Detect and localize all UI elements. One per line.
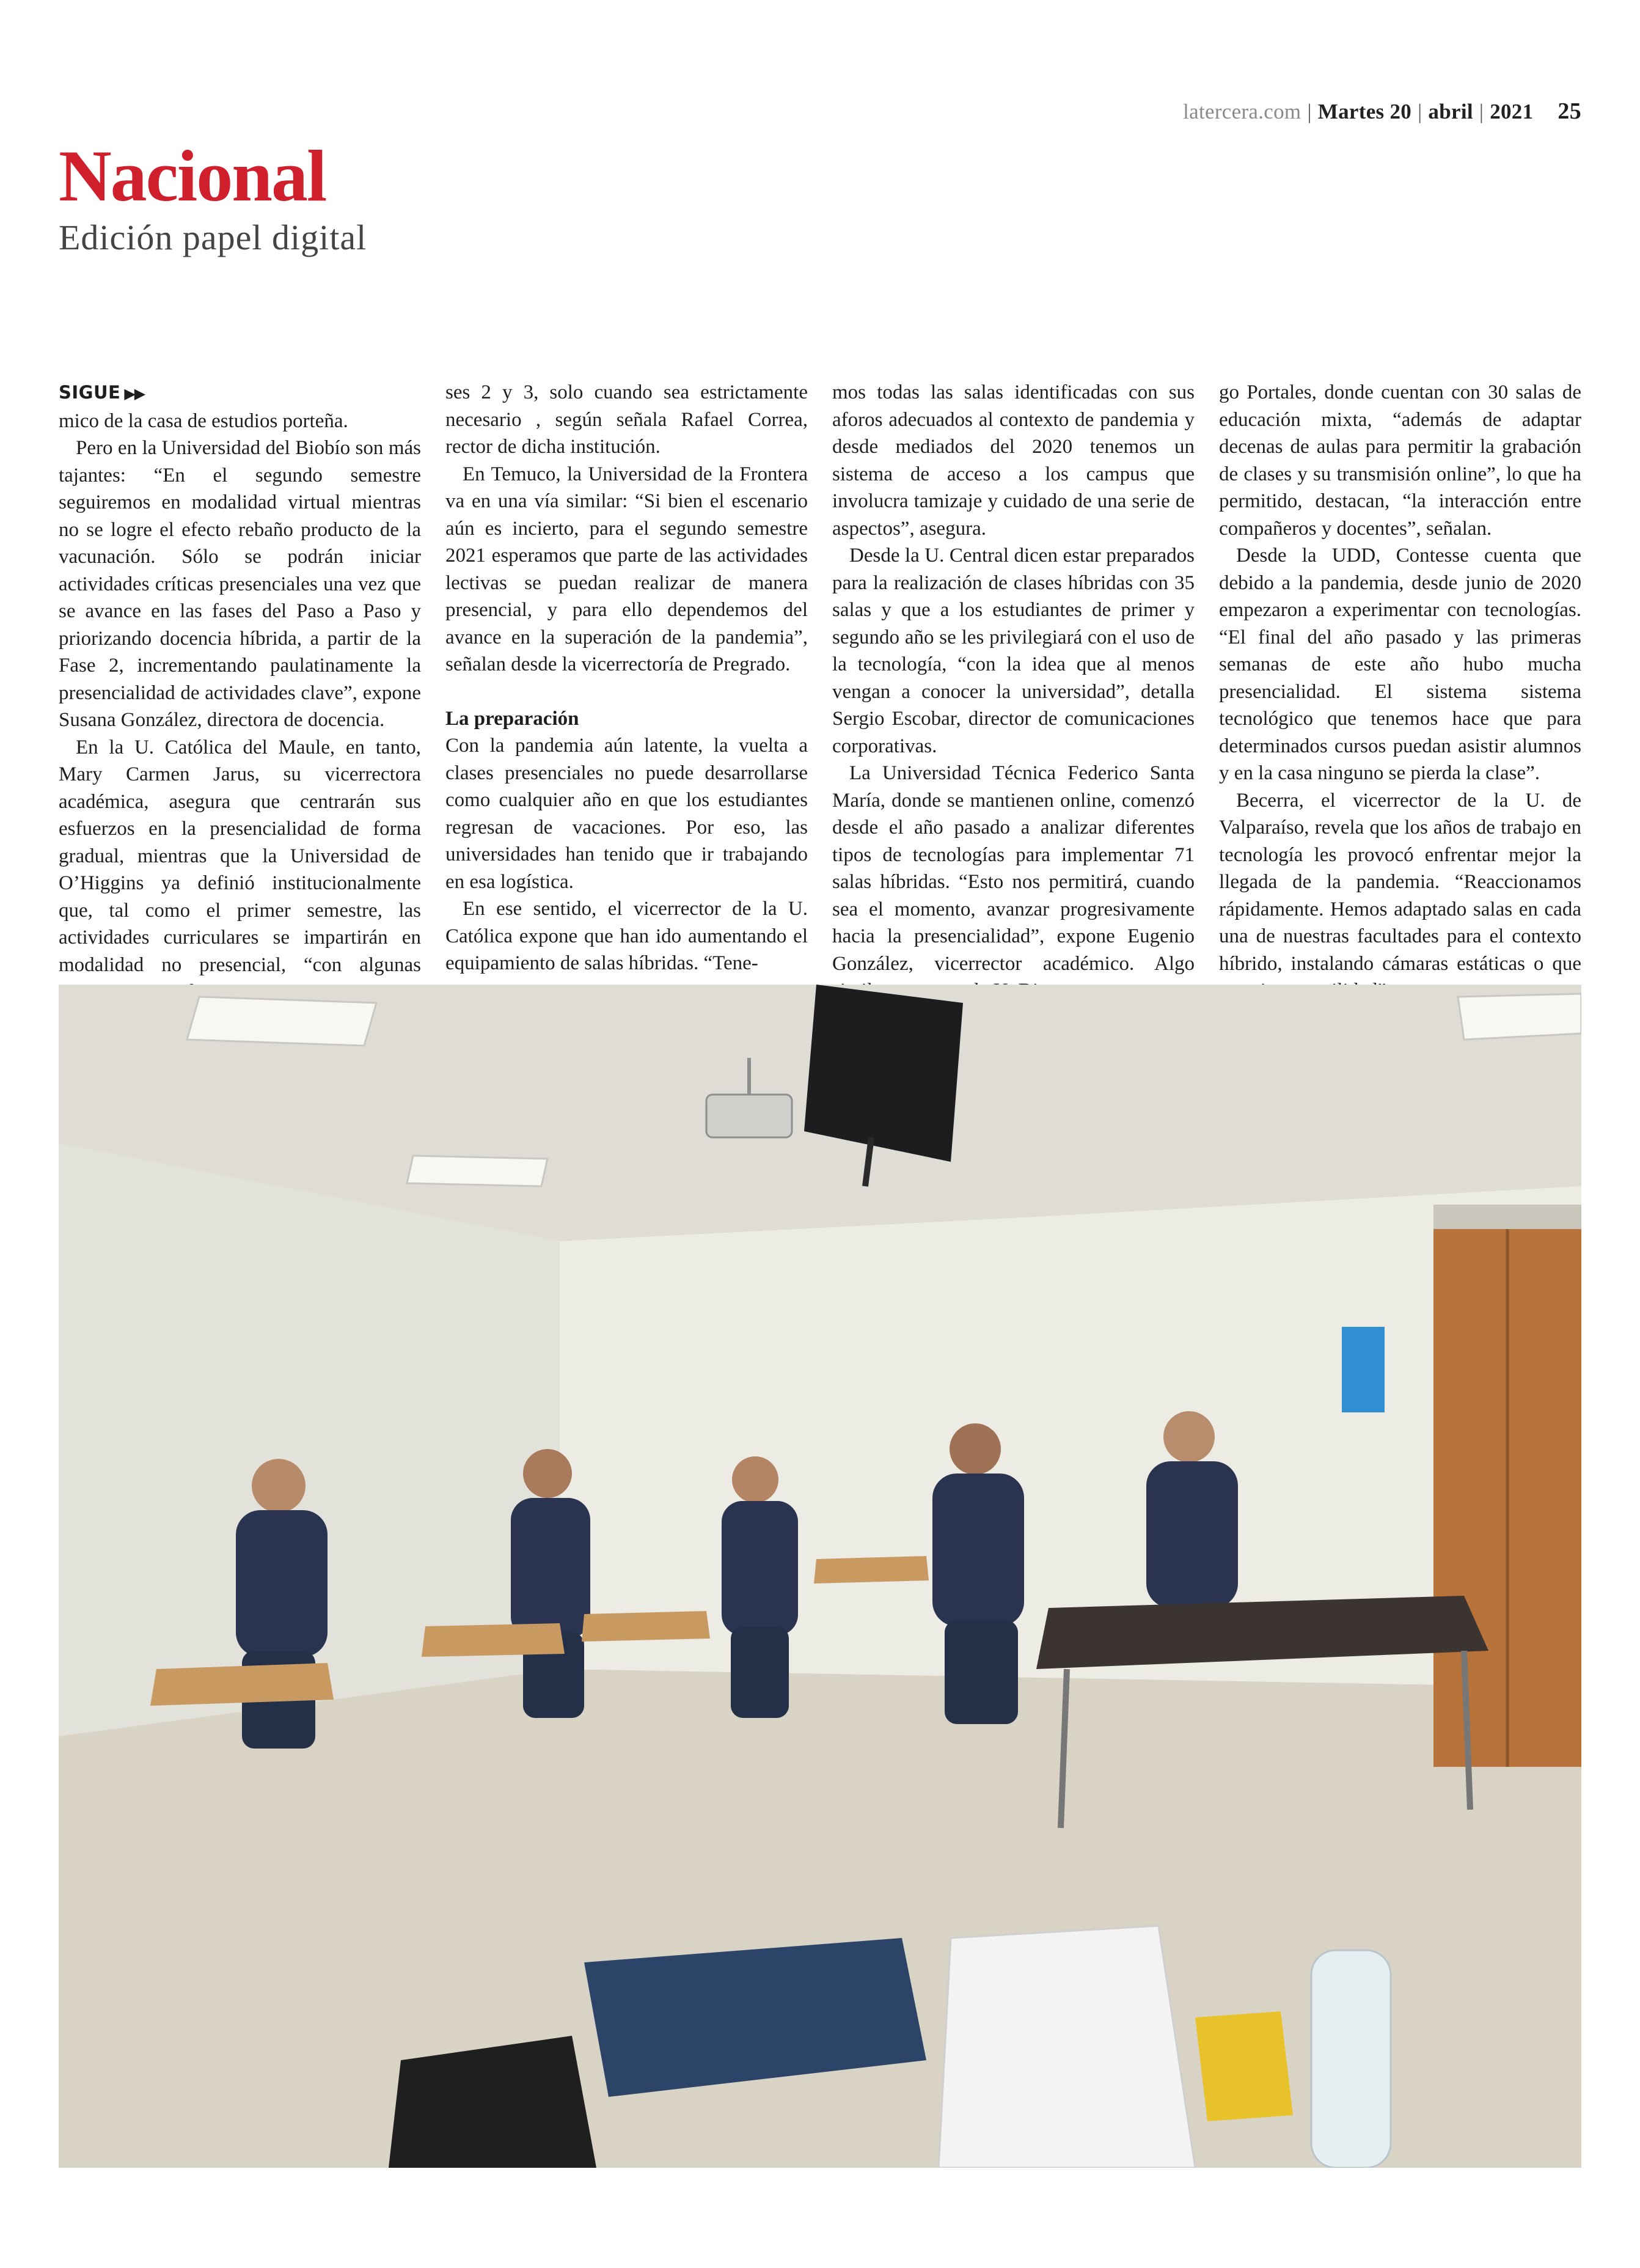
article-body: [59, 379, 1581, 976]
paragraph: Becerra, el vicerrector de la U. de Valparaíso, revela que los años de trabajo en tecnología les provocó enfrentar mejor la llegada de la pandemia. “Reaccionamos rápidamente. Hemos adaptado salas en cada una de nuestras facultades para el contexto híbrido, instalando cámaras estáticas o que: [1219, 787, 1581, 1005]
paragraph: mos todas las salas identificadas con sus aforos adecuados al contexto de pandemia y desde mediados del 2020 tenemos un sistema de acceso a los campus que involucra tamizaje y cuidado de una serie de aspectos”, asegura.: [832, 381, 1195, 540]
paragraph: La Universidad Técnica Federico Santa María, donde se mantienen online, comenzó desde el año pasado a analizar diferentes tipos de tecnologías para implementar 71 salas híbridas. “Esto nos permitirá, cuando sea el momento, avanzar progresivamente hacia la presencialidad”, expone Eugenio González, vicerrector académico. Algo: [832, 762, 1195, 975]
projector: [706, 1095, 792, 1137]
continue-arrows-icon: ▶▶: [124, 385, 145, 402]
ceiling-light: [1458, 994, 1581, 1040]
ceiling-light: [407, 1156, 547, 1186]
page-number: 25: [1558, 98, 1581, 124]
paragraph: Desde la U. Central dicen estar preparados para la realización de clases híbridas con 35 salas y que a los estudiantes de primer y segundo año se les privilegiará con el uso de la tecnología, “con la idea que al menos vengan a conocer la universidad”, detalla Sergio Escobar, director de comunicaciones corporativas.: [832, 545, 1195, 757]
ceiling-tv: [804, 985, 963, 1162]
article-column-3: [832, 379, 1195, 1006]
article-photo: [59, 985, 1581, 2168]
desk: [150, 1663, 334, 1706]
desk: [422, 1623, 565, 1657]
classroom-photo: [59, 985, 1581, 2168]
article-column-4: [1219, 379, 1581, 1006]
box: [1195, 2011, 1293, 2121]
paragraph: mico de la casa de estudios porteña.: [59, 409, 348, 432]
continue-label: SIGUE ▶▶: [59, 382, 145, 403]
article-column-1: [59, 379, 421, 1006]
paragraph: Con la pandemia aún latente, la vuelta a clases presenciales no puede desarrollarse como cualquier año en que los estudiantes regresan de vacaciones. Por eso, las universidades han tenido que ir trabajando en esa logística.: [445, 735, 808, 893]
desk: [582, 1611, 710, 1642]
ceiling-light: [187, 997, 376, 1046]
desk: [814, 1556, 929, 1584]
sanitizer-bottle: [1311, 1950, 1391, 2168]
paragraph: Desde la UDD, Contesse cuenta que debido a la pandemia, desde junio de 2020 empezaron a experimentar con tecnologías. “El final del año pasado y las primeras semanas de este año hubo mucha presencialidad. El sistema sistema tecnológico que tenemos hace que para determinados cursos puedan asistir alumnos y en la casa ninguno se pierda la clase”.: [1219, 545, 1581, 784]
section-title: Nacional: [59, 135, 326, 216]
paragraph: En la U. Católica del Maule, en tanto, Mary Carmen Jarus, su vicerrectora académica, asegura que centrarán sus esfuerzos en la presencialidad de forma gradual, mientras que la Universidad de O’Higgins ya definió institucionalmente que, tal como el primer semestre, las actividades curriculares se impartirán en modalidad no presencial, “con algunas: [59, 736, 421, 976]
header-year: 2021: [1490, 100, 1534, 123]
section-subtitle: Edición papel digital: [59, 218, 367, 257]
paragraph: ses 2 y 3, solo cuando sea estrictamente necesario , según señala Rafael Correa, rector de dicha institución.: [445, 381, 808, 458]
page-header: latercera.com | Martes 20 | abril | 2021 25: [1183, 98, 1581, 124]
paragraph: Pero en la Universidad del Biobío son más tajantes: “En el segundo semestre seguiremos en modalidad virtual mientras no se logre el efecto rebaño producto de la vacunación. Sólo se podrán iniciar actividades críticas presenciales una vez que se avance en las fases del Paso a Paso y priorizando docencia híbrida, a partir de la Fase 2, incrementando paulatinamente la presencialidad de actividades clave”, expone Susana González, directora de docencia.: [59, 437, 421, 731]
door-frame: [1433, 1205, 1581, 1229]
article-column-2: [445, 379, 808, 1006]
paragraph: En Temuco, la Universidad de la Frontera va en una vía similar: “Si bien el escenario aún es incierto, para el segundo semestre 2021 esperamos que parte de las actividades lectivas se puedan realizar de manera presencial, y para ello dependemos del avance en la superación de la pandemia”, señalan desde la vicerrectoría de Pregrado.: [445, 463, 808, 675]
wall-poster: [1342, 1327, 1385, 1412]
paragraph: En ese sentido, el vicerrector de la U. Católica expone que han ido aumentando el equipamiento de salas híbridas. “Tene-: [445, 898, 808, 974]
site-name[interactable]: latercera.com: [1183, 100, 1301, 123]
header-day: Martes 20: [1317, 100, 1412, 123]
subheading: La preparación: [445, 707, 579, 730]
paragraph: go Portales, donde cuentan con 30 salas de educación mixta, “además de adaptar decenas de aulas para permitir la grabación de clases y su transmisión online”, lo que ha permitido, destacan, “la interacción entre compañeros y docentes”, señalan.: [1219, 381, 1581, 540]
header-month: abril: [1428, 100, 1473, 123]
tissue-box: [939, 1926, 1195, 2168]
